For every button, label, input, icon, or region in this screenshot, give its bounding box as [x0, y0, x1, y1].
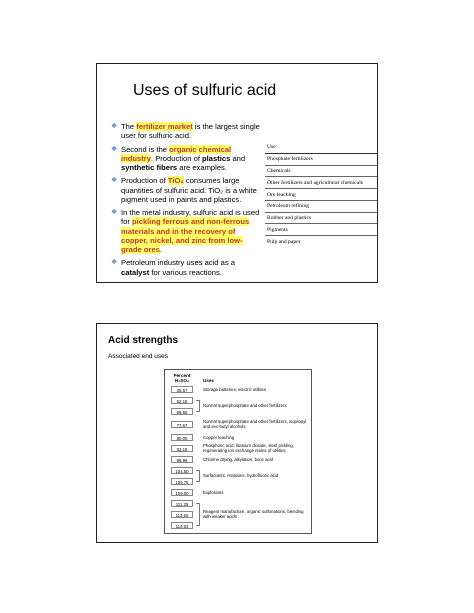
percent-value: 93.19 [171, 445, 193, 452]
percent-value: 77.67 [171, 421, 193, 428]
percent-value: 113.50 [171, 511, 193, 518]
range-bracket [196, 400, 200, 412]
percent-value: 104.50 [171, 467, 193, 474]
slide-acid-strengths [96, 323, 378, 543]
percent-value: 62.18 [171, 397, 193, 404]
table-row: Pulp and paper [267, 238, 301, 245]
use-text: Chlorine drying, alkylation, boric acid [203, 457, 273, 462]
diamond-bullet-icon: ❖ [111, 209, 118, 217]
bullet-tio2: ❖ Production of TiO₂ consumes large quantities of sulfuric acid. TiO₂ is a white pigment used in paints and plastics. [111, 176, 257, 204]
table-row: Petroleum refining [265, 200, 377, 212]
percent-value: 109.00 [171, 489, 193, 496]
table-row: Chemicals [265, 165, 377, 177]
bullet-list [111, 122, 261, 281]
highlight-organic-chemical-industry: organic chemical industry [121, 144, 232, 163]
percent-value: 80.00 [171, 434, 193, 441]
use-text: Normal superphosphate and other fertilizers, isopropyl and sec-butyl alcohols [203, 419, 307, 429]
table-row: Phosphate fertilizers [265, 153, 377, 165]
use-text: Storage batteries, electric utilities [203, 387, 267, 392]
percent-value: 98.99 [171, 456, 193, 463]
range-bracket [196, 470, 200, 482]
use-text: Normal superphosphate and other fertilizers [203, 403, 287, 408]
uses-column-header: Uses [203, 378, 214, 383]
diamond-bullet-icon: ❖ [111, 177, 118, 185]
highlight-tio2: TiO₂ [167, 176, 184, 186]
table-row: Rubber and plastics [265, 212, 377, 224]
slide-subtitle: Associated end uses [108, 353, 168, 360]
bullet-organic-chemical: ❖ Second is the organic chemical industry. Production of plastics and synthetic fibers are examples. [111, 144, 246, 172]
bullet-fertilizer: ❖ The fertilizer market is the largest single user for sulfuric acid. [111, 122, 260, 141]
diamond-bullet-icon: ❖ [111, 145, 118, 153]
use-text: Explosives [203, 490, 224, 495]
slide-title: Acid strengths [108, 335, 179, 346]
percent-value: 114.63 [171, 522, 193, 529]
slide-title: Uses of sulfuric acid [133, 82, 277, 99]
use-text: Reagent manufacture, organic sulfonations, blending with weaker acids [203, 509, 304, 519]
use-text: Surfactants, nitrations, hydrofluoric acid [203, 473, 279, 478]
slide-uses-of-sulfuric-acid [96, 63, 378, 283]
bullet-metal-industry: ❖ In the metal industry, sulfuric acid is used for pickling ferrous and non-ferrous materials and in the recovery of copper, nickel, and zinc from low-grade ores. [111, 208, 260, 254]
percent-value: 111.25 [171, 500, 193, 507]
table-row: Ore leaching [265, 189, 377, 201]
acid-strength-figure [164, 369, 312, 534]
uses-table [265, 142, 377, 247]
table-row: Pigments [265, 224, 377, 236]
percent-column-header: Percent H₂SO₄ [173, 373, 191, 383]
table-header: Use [265, 142, 377, 153]
highlight-pickling: pickling ferrous and non-ferrous materials and in the recovery of copper, nickel, and zinc from low-grade ores [121, 217, 250, 254]
use-text: Phosphoric acid, titanium dioxide, steel pickling, regenerating ion exchange resins of utilities [203, 443, 294, 453]
use-text: Copper leaching [203, 435, 235, 440]
percent-value: 69.65 [171, 408, 193, 415]
highlight-fertilizer-market: fertilizer market [136, 122, 193, 131]
percent-value: 106.75 [171, 478, 193, 485]
diamond-bullet-icon: ❖ [111, 259, 118, 267]
diamond-bullet-icon: ❖ [111, 123, 118, 130]
bullet-petroleum: ❖ Petroleum industry uses acid as a catalyst for various reactions. [111, 258, 235, 277]
table-row: Other fertilizers and agricultural chemicals [265, 177, 377, 189]
range-bracket [196, 503, 200, 526]
percent-value: 35.67 [171, 386, 193, 393]
